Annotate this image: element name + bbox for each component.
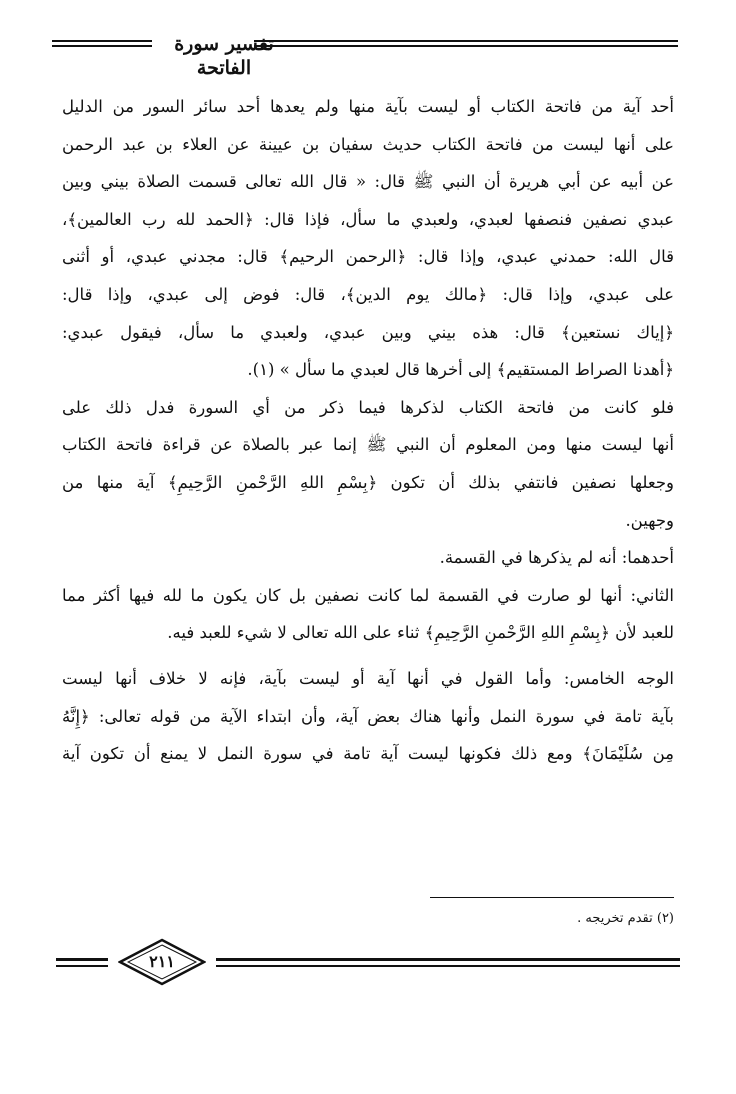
header-title: تفسير سورة الفاتحة (174, 33, 274, 79)
text-line: عبدي نصفين فنصفها لعبدي، ولعبدي ما سأل، فإذا قال: ﴿الحمد لله رب العالمين﴾، (62, 209, 674, 229)
text-line: على أنها ليست من فاتحة الكتاب حديث سفيان بن عيينة عن العلاء بن عبد الرحمن (62, 134, 674, 154)
text-line: فلو كانت من فاتحة الكتاب لذكرها فيما ذكر من أي السورة فدل ذلك على (62, 397, 674, 417)
footer-rule-right (216, 958, 680, 967)
main-text (62, 88, 674, 773)
text-line: أحد آية من فاتحة الكتاب أو ليست بآية منها ولم يعدها أحد سائر السور من الدليل (62, 97, 674, 116)
text-line: على عبدي، وإذا قال: ﴿مالك يوم الدين﴾، قال: فوض إلى عبدي، وإذا قال: (62, 284, 674, 304)
text-line: مِن سُلَيْمَانَ﴾ ومع ذلك فكونها ليست آية تامة في سورة النمل لا يمنع أن تكون آية (62, 744, 674, 764)
text-line: الوجه الخامس: وأما القول في أنها آية أو ليست بآية، فإنه لا خلاف أنها ليست (62, 668, 674, 688)
footer-rule-left (56, 958, 108, 967)
text-line: الثاني: أنها لو صارت في القسمة لما كانت نصفين بل كان يكون ما لله فيها أكثر مما (62, 585, 674, 605)
running-header (44, 32, 680, 79)
header-rule-left (52, 40, 152, 47)
text-line: وجهين. (625, 510, 674, 530)
text-line: ﴿أهدنا الصراط المستقيم﴾ إلى أخرها قال لعبدي ما سأل » (١). (247, 360, 674, 380)
text-line: عن أبيه عن أبي هريرة أن النبي ﷺ قال: « قال الله تعالى قسمت الصلاة بيني وبين (62, 172, 674, 192)
text-line: بآية تامة في سورة النمل وأنها هناك بعض آية، وأن ابتداء الآية من قوله تعالى: ﴿إِنَّهُ (62, 706, 674, 726)
header-rule-right (254, 40, 678, 47)
footnote: (٢) تقدم تخريجه . (577, 911, 674, 926)
text-line: وجعلها نصفين فانتفي بذلك أن تكون ﴿بِسْمِ اللهِ الرَّحْمنِ الرَّحِيمِ﴾ آية منها من (62, 472, 674, 492)
paragraph-gap (62, 652, 674, 660)
text-line: قال الله: حمدني عبدي، وإذا قال: ﴿الرحمن الرحيم﴾ قال: مجدني عبدي، أو أثنى (62, 247, 674, 267)
text-line: أحدهما: أنه لم يذكرها في القسمة. (439, 548, 674, 568)
footnote-separator (430, 897, 674, 898)
text-line: أنها ليست منها ومن المعلوم أن النبي ﷺ إنما عبر بالصلاة عن قراءة فاتحة الكتاب (62, 435, 674, 455)
text-line: للعبد لأن ﴿بِسْمِ اللهِ الرَّحْمنِ الرَّحِيمِ﴾ ثناء على الله تعالى لا شيء للعبد فيه. (167, 623, 674, 643)
page-footer (56, 936, 680, 992)
text-line: ﴿إياك نستعين﴾ قال: هذه بيني وبين عبدي، ولعبدي ما سأل، فيقول عبدي: (62, 322, 674, 342)
page-number: ٢١١ (149, 952, 175, 971)
